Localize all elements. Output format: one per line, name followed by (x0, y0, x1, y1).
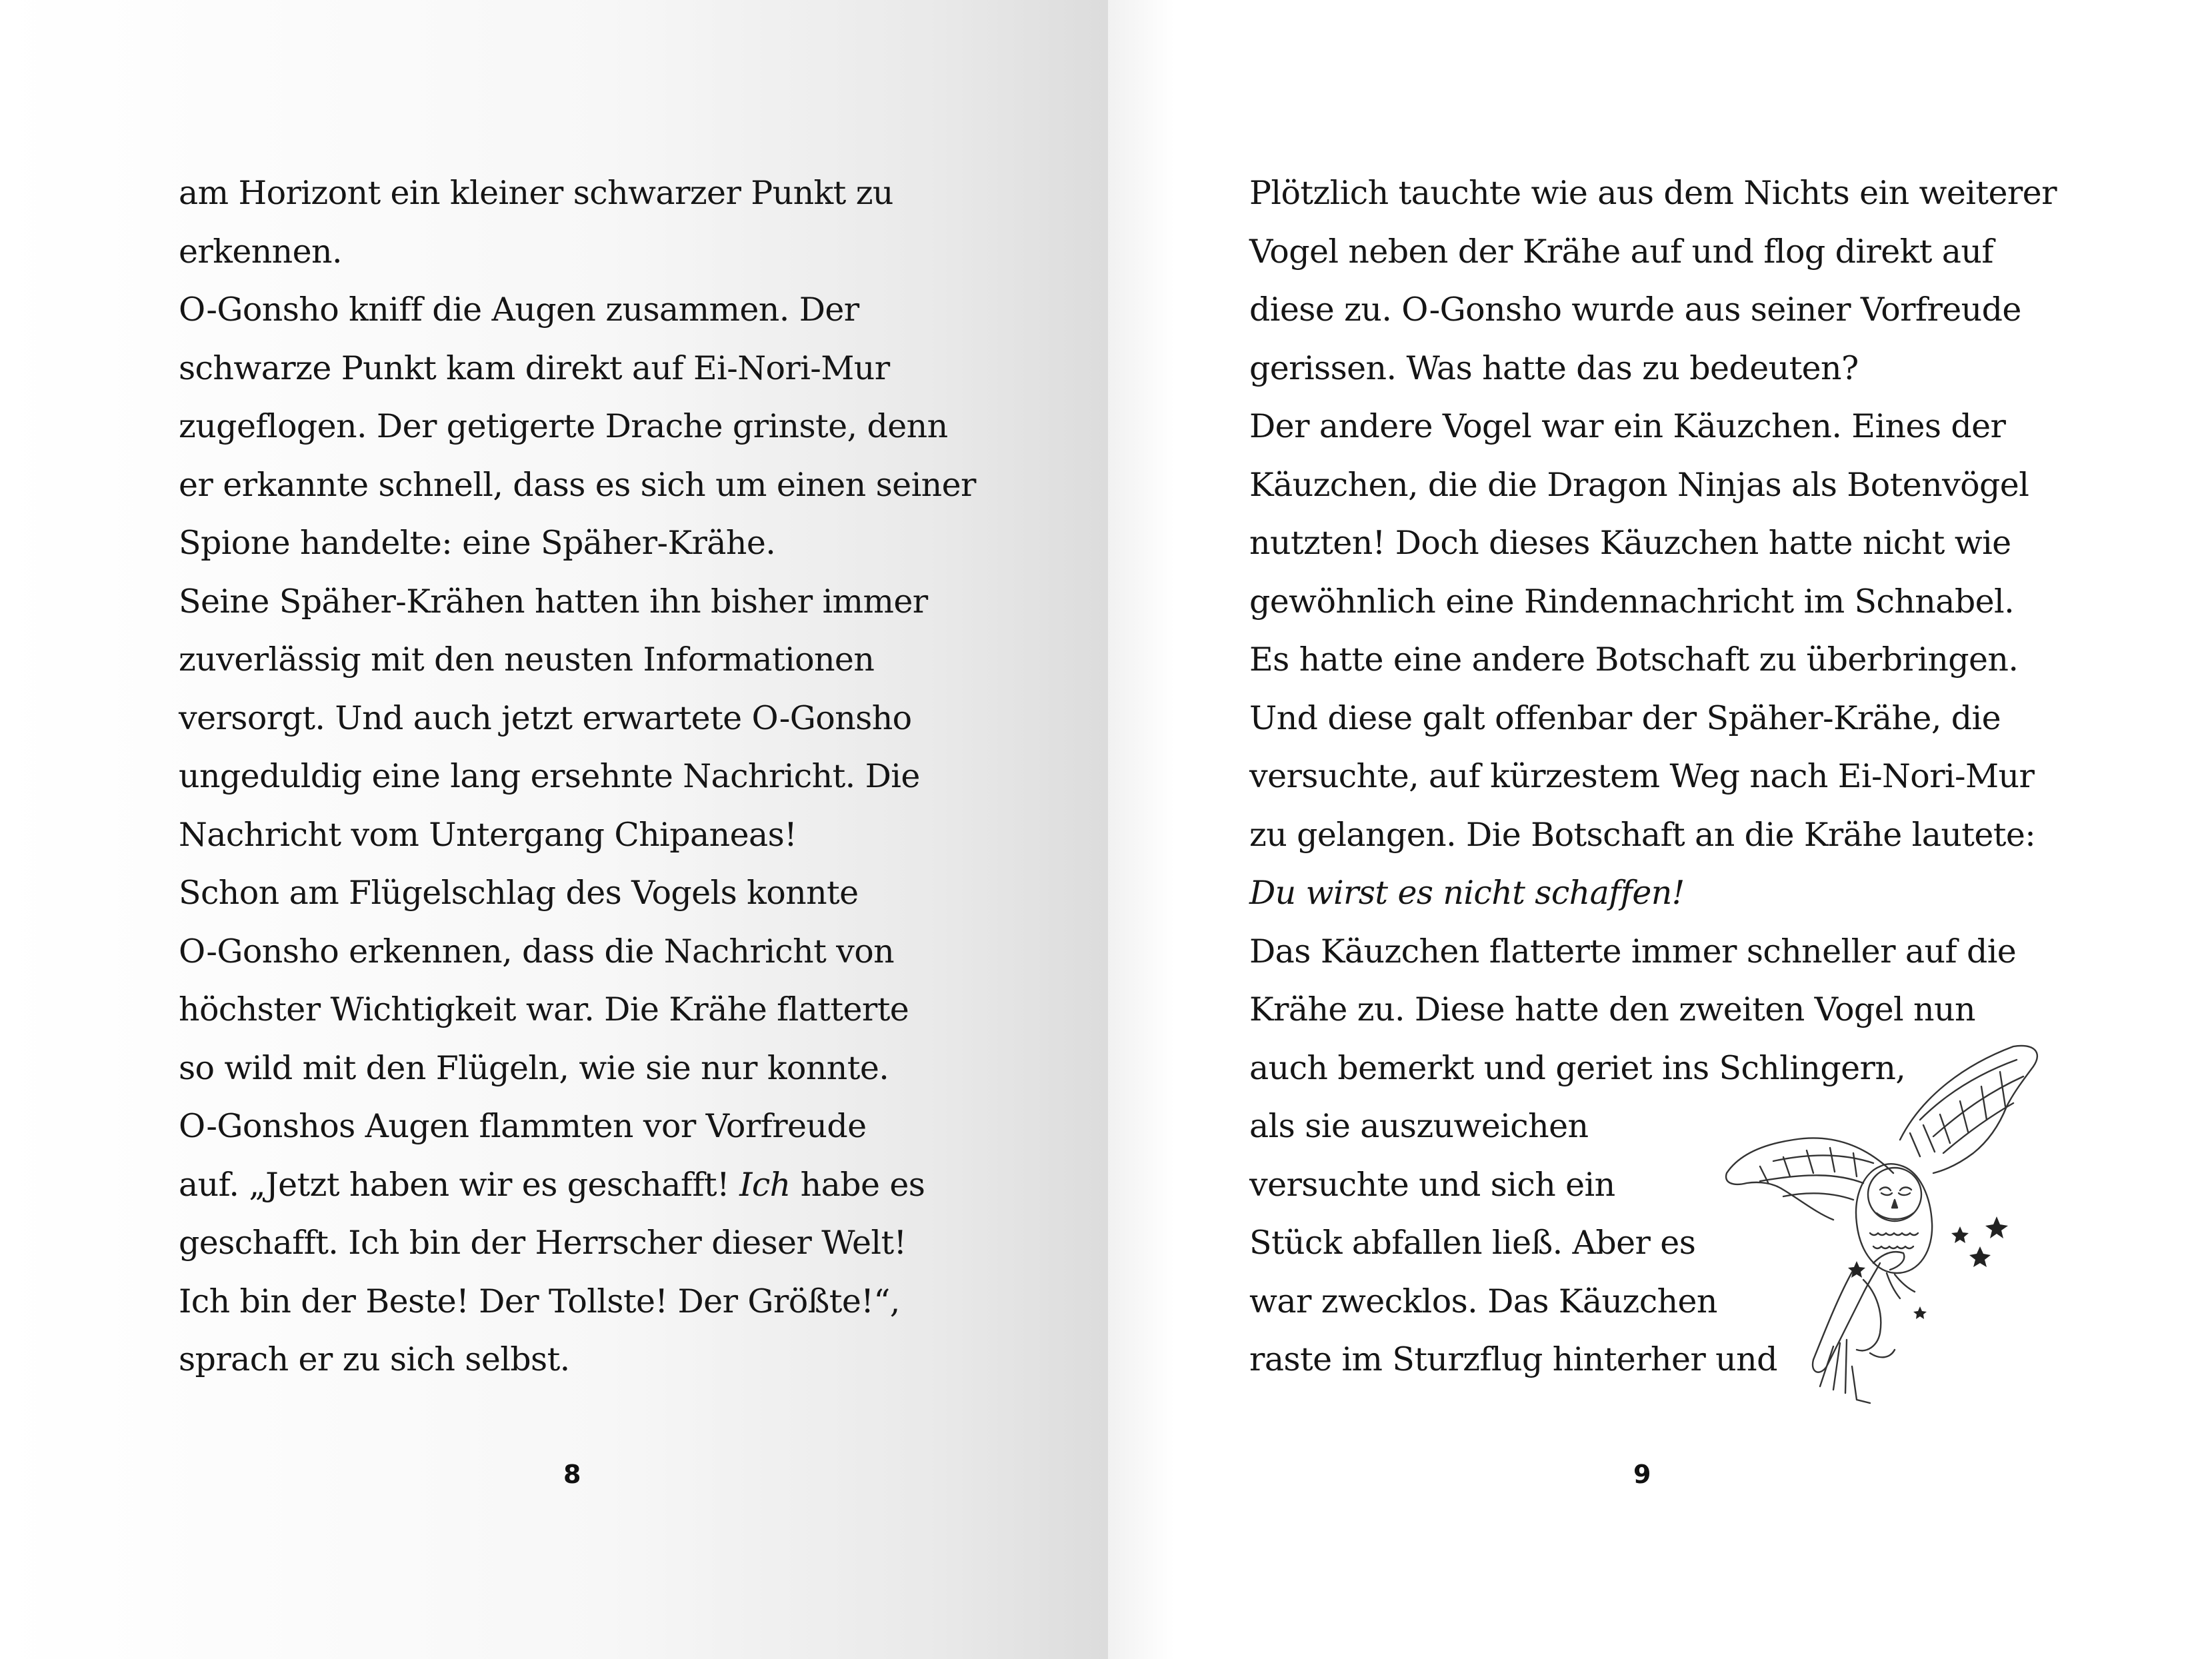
text-line: gewöhnlich eine Rindennachricht im Schnabel. (1249, 582, 2015, 621)
text-line: Ich bin der Beste! Der Tollste! Der Größte!“, (179, 1282, 900, 1320)
text-line: Stück abfallen ließ. Aber es (1249, 1224, 1696, 1262)
text-line: nutzten! Doch dieses Käuzchen hatte nicht wie (1249, 524, 2011, 562)
text-line: Das Käuzchen flatterte immer schneller auf die (1249, 932, 2017, 970)
text-line: erkennen. (179, 232, 342, 271)
text-line: als sie auszuweichen (1249, 1107, 1589, 1145)
emphasis-text: Ich (739, 1165, 791, 1204)
text-line: Nachricht vom Untergang Chipaneas! (179, 815, 797, 854)
text-line: Plötzlich tauchte wie aus dem Nichts ein weiterer (1249, 174, 2057, 212)
text-line: schwarze Punkt kam direkt auf Ei-Nori-Mur (179, 349, 890, 387)
text-line: Spione handelte: eine Späher-Krähe. (179, 524, 776, 562)
text-line: O-Gonsho kniff die Augen zusammen. Der (179, 291, 859, 329)
text-line: Seine Späher-Krähen hatten ihn bisher immer (179, 582, 928, 621)
text-line: O-Gonsho erkennen, dass die Nachricht von (179, 932, 895, 970)
text-line: höchster Wichtigkeit war. Die Krähe flatterte (179, 990, 909, 1028)
text-line: sprach er zu sich selbst. (179, 1340, 570, 1378)
text-line: war zwecklos. Das Käuzchen (1249, 1282, 1717, 1320)
text-line: Vogel neben der Krähe auf und flog direkt auf (1249, 232, 1993, 271)
text-line: zuverlässig mit den neusten Informationen (179, 641, 875, 679)
text-line-mixed (179, 1156, 976, 1214)
text-line: ungeduldig eine lang ersehnte Nachricht. Die (179, 757, 920, 795)
text-line: gerissen. Was hatte das zu bedeuten? (1249, 349, 1859, 387)
text-line: Schon am Flügelschlag des Vogels konnte (179, 874, 859, 912)
text-segment: auf. „Jetzt haben wir es geschafft! (179, 1165, 740, 1204)
text-line: am Horizont ein kleiner schwarzer Punkt zu (179, 174, 893, 212)
text-line: Krähe zu. Diese hatte den zweiten Vogel nun (1249, 990, 1975, 1028)
text-line: so wild mit den Flügeln, wie sie nur konnte. (179, 1048, 889, 1087)
text-line: geschafft. Ich bin der Herrscher dieser Welt! (179, 1224, 907, 1262)
text-line: er erkannte schnell, dass es sich um einen seiner (179, 465, 976, 504)
owl-catching-crow-sketch-icon (1720, 1040, 2047, 1420)
right-page (1108, 0, 2212, 1659)
text-segment: habe es (790, 1165, 925, 1204)
text-line: versuchte und sich ein (1249, 1165, 1615, 1204)
text-line: Käuzchen, die die Dragon Ninjas als Botenvögel (1249, 465, 2029, 504)
text-line: Es hatte eine andere Botschaft zu überbringen. (1249, 641, 2019, 679)
text-line: raste im Sturzflug hinterher und (1249, 1340, 1777, 1378)
text-line: versorgt. Und auch jetzt erwartete O-Gonsho (179, 699, 912, 737)
text-line: versuchte, auf kürzestem Weg nach Ei-Nori-Mur (1249, 757, 2035, 795)
page-number-right: 9 (1633, 1460, 1651, 1489)
text-line: Und diese galt offenbar der Späher-Krähe, die (1249, 699, 2001, 737)
page-number-left: 8 (563, 1460, 581, 1489)
text-line: Der andere Vogel war ein Käuzchen. Eines der (1249, 407, 2006, 445)
text-line: zugeflogen. Der getigerte Drache grinste, denn (179, 407, 948, 445)
text-line-italic: Du wirst es nicht schaffen! (1249, 874, 1685, 912)
text-line: diese zu. O-Gonsho wurde aus seiner Vorfreude (1249, 291, 2021, 329)
text-line: zu gelangen. Die Botschaft an die Krähe lautete: (1249, 815, 2036, 854)
text-line: auch bemerkt und geriet ins Schlingern, (1249, 1048, 1906, 1087)
text-line: O-Gonshos Augen flammten vor Vorfreude (179, 1107, 867, 1145)
left-page-text (179, 164, 976, 1389)
